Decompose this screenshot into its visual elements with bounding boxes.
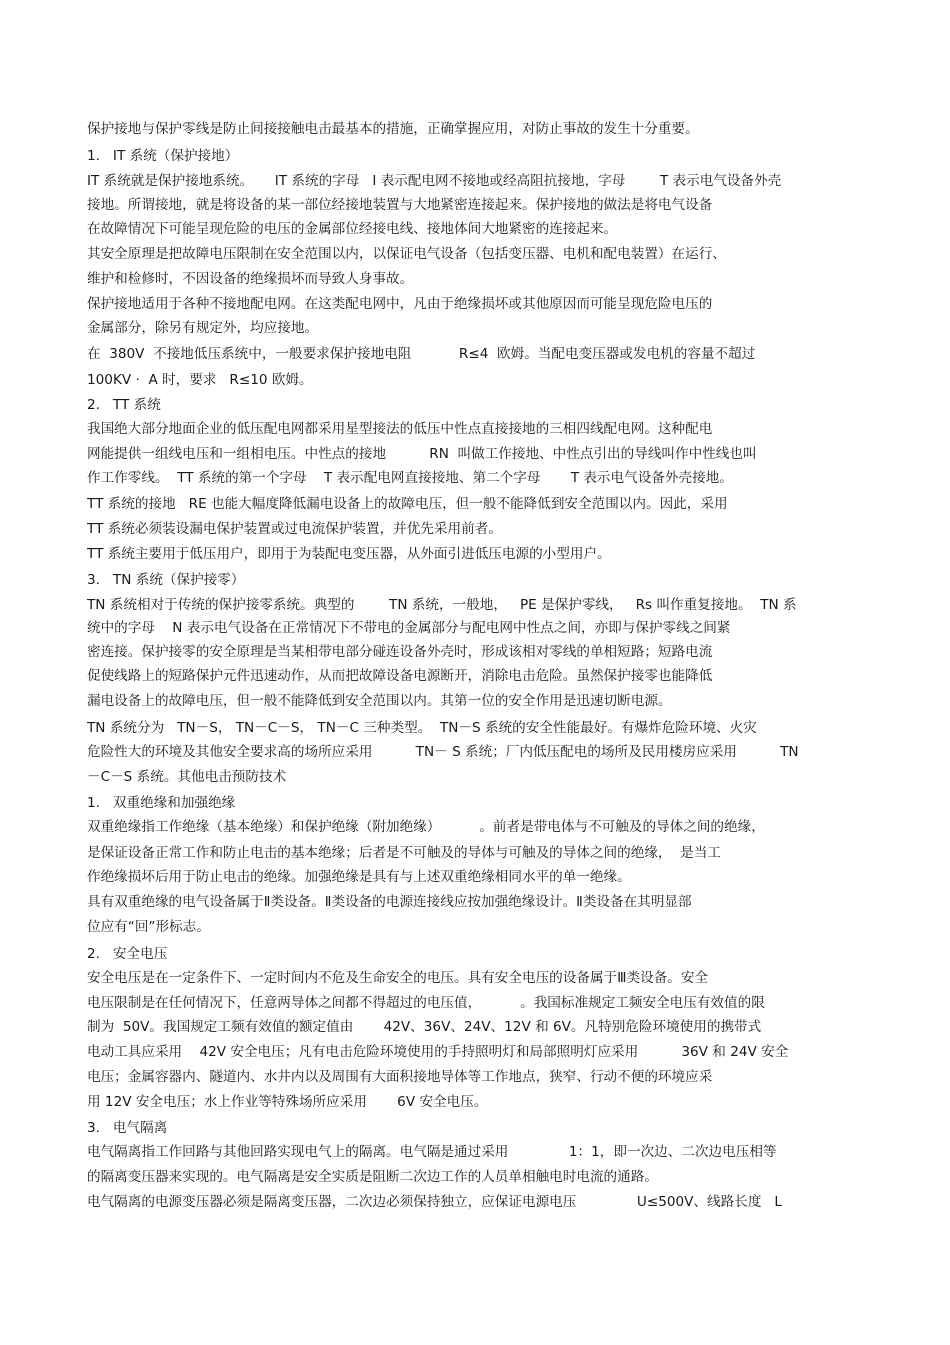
text-line: 电气隔离的电源变压器必须是隔离变压器，二次边必须保持独立，应保证电源电压 U≤500V、线路长度 L [87, 1194, 782, 1210]
heading-it-system: 1. IT 系统（保护接地） [87, 148, 239, 164]
text-line: 双重绝缘指工作绝缘（基本绝缘）和保护绝缘（附加绝缘） 。前者是带电体与不可触及的导体之间的绝缘， [87, 819, 765, 835]
text-line: 我国绝大部分地面企业的低压配电网都采用星型接法的低压中性点直接接地的三相四线配电网。这种配电 [87, 421, 713, 437]
heading-electrical-isolation: 3. 电气隔离 [87, 1120, 168, 1136]
text-line: 电压；金属容器内、隧道内、水井内以及周围有大面积接地导体等工作地点，狭窄、行动不便的环境应采 [87, 1069, 713, 1085]
text-line: IT 系统就是保护接地系统。 IT 系统的字母 I 表示配电网不接地或经高阻抗接地，字母 T 表示电气设备外壳 [87, 173, 782, 189]
intro-line: 保护接地与保护零线是防止间接接触电击最基本的措施，正确掌握应用，对防止事故的发生十分重要。 [87, 121, 699, 137]
text-line: 电气隔离指工作回路与其他回路实现电气上的隔离。电气隔是通过采用 1：1，即一次边、二次边电压相等 [87, 1144, 777, 1160]
text-line: 保护接地适用于各种不接地配电网。在这类配电网中，凡由于绝缘损坏或其他原因而可能呈现危险电压的 [87, 296, 713, 312]
text-line: TN 系统分为 TN－S， TN－C－S， TN－C 三种类型。 TN－S 系统的安全性能最好。有爆炸危险环境、火灾 [87, 720, 757, 736]
text-line: TT 系统主要用于低压用户，即用于为装配电变压器，从外面引进低压电源的小型用户。 [87, 546, 611, 562]
text-line: 危险性大的环境及其他安全要求高的场所应采用 TN－ S 系统；厂内低压配电的场所及民用楼房应采用 TN [87, 744, 799, 760]
text-line: 接地。所谓接地，就是将设备的某一部位经接地装置与大地紧密连接起来。保护接地的做法是将电气设备 [87, 197, 713, 213]
text-line: 在 380V 不接地低压系统中，一般要求保护接地电阻 R≤4 欧姆。当配电变压器或发电机的容量不超过 [87, 346, 756, 362]
text-line: TN 系统相对于传统的保护接零系统。典型的 TN 系统，一般地， PE 是保护零线， Rs 叫作重复接地。 TN 系 [87, 597, 797, 613]
text-line: －C－S 系统。其他电击预防技术 [87, 769, 287, 785]
text-line: 在故障情况下可能呈现危险的电压的金属部位经接电线、接地体间大地紧密的连接起来。 [87, 221, 618, 237]
text-line: 金属部分，除另有规定外，均应接地。 [87, 320, 319, 336]
text-line: 制为 50V。我国规定工频有效值的额定值由 42V、36V、24V、12V 和 6V。凡特别危险环境使用的携带式 [87, 1019, 762, 1035]
text-line: 作工作零线。 TT 系统的第一个字母 T 表示配电网直接接地、第二个字母 T 表示电气设备外壳接地。 [87, 470, 733, 486]
text-line: 密连接。保护接零的安全原理是当某相带电部分碰连设备外壳时，形成该相对零线的单相短路；短路电流 [87, 644, 713, 660]
text-line: TT 系统的接地 RE 也能大幅度降低漏电设备上的故障电压，但一般不能降低到安全范围以内。因此，采用 [87, 496, 728, 512]
text-line: 用 12V 安全电压；水上作业等特殊场所应采用 6V 安全电压。 [87, 1094, 488, 1110]
text-line: 电压限制是在任何情况下，任意两导体之间都不得超过的电压值， 。我国标准规定工频安全电压有效值的限 [87, 995, 765, 1011]
text-line: 安全电压是在一定条件下、一定时间内不危及生命安全的电压。具有安全电压的设备属于Ⅲ类设备。安全 [87, 970, 709, 986]
text-line: 漏电设备上的故障电压，但一般不能降低到安全范围以内。其第一位的安全作用是迅速切断电源。 [87, 693, 672, 709]
text-line: TT 系统必须装设漏电保护装置或过电流保护装置，并优先采用前者。 [87, 521, 502, 537]
heading-safety-voltage: 2. 安全电压 [87, 946, 168, 962]
text-line: 维护和检修时，不因设备的绝缘损坏而导致人身事故。 [87, 271, 414, 287]
text-line: 100KV · A 时，要求 R≤10 欧姆。 [87, 372, 313, 388]
text-line: 作绝缘损坏后用于防止电击的绝缘。加强绝缘是具有与上述双重绝缘相同水平的单一绝缘。 [87, 869, 631, 885]
text-line: 电动工具应采用 42V 安全电压；凡有电击危险环境使用的手持照明灯和局部照明灯应采用 36V 和 24V 安全 [87, 1044, 789, 1060]
text-line: 促使线路上的短路保护元件迅速动作，从而把故障设备电源断开，消除电击危险。虽然保护接零也能降低 [87, 668, 713, 684]
text-line: 具有双重绝缘的电气设备属于Ⅱ类设备。Ⅱ类设备的电源连接线应按加强绝缘设计。Ⅱ类设备在其明显部 [87, 894, 692, 910]
heading-double-insulation: 1. 双重绝缘和加强绝缘 [87, 795, 236, 811]
heading-tn-system: 3. TN 系统（保护接零） [87, 572, 245, 588]
text-line: 其安全原理是把故障电压限制在安全范围以内，以保证电气设备（包括变压器、电机和配电装置）在运行、 [87, 246, 726, 262]
heading-tt-system: 2. TT 系统 [87, 397, 161, 413]
text-line: 统中的字母 N 表示电气设备在正常情况下不带电的金属部分与配电网中性点之间，亦即与保护零线之间紧 [87, 620, 731, 636]
text-line: 位应有“回”形标志。 [87, 919, 210, 935]
text-line: 是保证设备正常工作和防止电击的基本绝缘；后者是不可触及的导体与可触及的导体之间的绝缘， 是当工 [87, 845, 721, 861]
text-line: 的隔离变压器来实现的。电气隔离是安全实质是阻断二次边工作的人员单相触电时电流的通路。 [87, 1169, 658, 1185]
text-line: 网能提供一组线电压和一组相电压。中性点的接地 RN 叫做工作接地、中性点引出的导线叫作中性线也叫 [87, 446, 757, 462]
